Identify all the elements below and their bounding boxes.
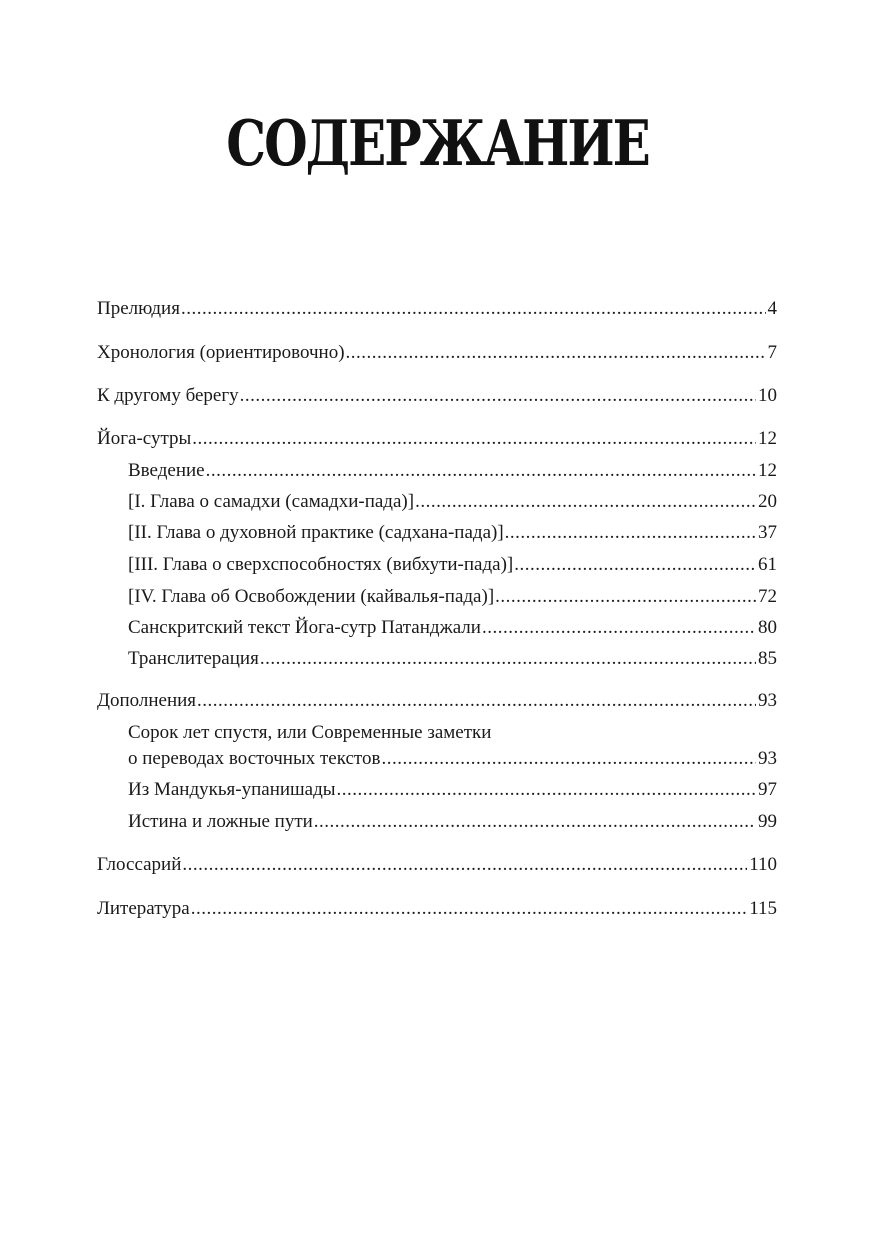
toc-entry-mandukya[interactable] bbox=[128, 776, 777, 804]
toc-entry-title: Хронология (ориентировочно) bbox=[97, 342, 345, 363]
toc-entry-title: К другому берегу bbox=[97, 385, 239, 406]
toc-entry-title: [II. Глава о духовной практике (садхана-пада)] bbox=[128, 522, 504, 543]
toc-dot-leader bbox=[505, 519, 756, 547]
toc-dot-leader bbox=[197, 687, 756, 715]
toc-entry-title: Дополнения bbox=[97, 690, 197, 711]
toc-entry-title: Йога-сутры bbox=[97, 428, 192, 449]
page-title: СОДЕРЖАНИЕ bbox=[226, 106, 649, 180]
toc-entry-literature[interactable] bbox=[97, 895, 777, 923]
toc-dot-leader bbox=[314, 808, 756, 836]
toc-entry-page: 115 bbox=[749, 898, 777, 919]
toc-entry-page: 10 bbox=[758, 385, 777, 406]
toc-entry-title: Истина и ложные пути bbox=[128, 811, 313, 832]
toc-entry-title: Литература bbox=[97, 898, 190, 919]
toc-entry-forty-years[interactable] bbox=[128, 745, 777, 773]
toc-entry-page: 80 bbox=[758, 617, 777, 638]
toc-entry-title: Из Мандукья-упанишады bbox=[128, 779, 336, 800]
toc-entry-page: 110 bbox=[749, 854, 777, 875]
toc-dot-leader bbox=[260, 645, 756, 673]
toc-entry-title: Санскритский текст Йога-сутр Патанджали bbox=[128, 617, 481, 638]
toc-entry-title: [III. Глава о сверхспособностях (вибхути-пада)] bbox=[128, 554, 514, 575]
toc-dot-leader bbox=[182, 851, 747, 879]
toc-entry-sanskrit-text[interactable] bbox=[128, 614, 777, 642]
toc-entry-page: 93 bbox=[758, 748, 777, 769]
toc-entry-page: 72 bbox=[758, 586, 777, 607]
toc-entry-page: 12 bbox=[758, 460, 777, 481]
toc-entry-title: Глоссарий bbox=[97, 854, 182, 875]
toc-entry-prelude[interactable] bbox=[97, 295, 777, 323]
toc-dot-leader bbox=[381, 745, 756, 773]
toc-entry-page: 97 bbox=[758, 779, 777, 800]
toc-entry-chapter-3[interactable] bbox=[128, 551, 777, 579]
toc-dot-leader bbox=[181, 295, 766, 323]
toc-entry-forty-years-line1[interactable]: Сорок лет спустя, или Современные заметки bbox=[128, 722, 492, 743]
toc-entry-page: 7 bbox=[767, 342, 777, 363]
toc-entry-title: [IV. Глава об Освобождении (кайвалья-пада)] bbox=[128, 586, 495, 607]
toc-entry-page: 85 bbox=[758, 648, 777, 669]
toc-dot-leader bbox=[415, 488, 756, 516]
toc-entry-page: 61 bbox=[758, 554, 777, 575]
toc-entry-chapter-2[interactable] bbox=[128, 519, 777, 547]
toc-entry-page: 93 bbox=[758, 690, 777, 711]
toc-entry-yoga-sutras[interactable] bbox=[97, 425, 777, 453]
toc-dot-leader bbox=[240, 382, 756, 410]
toc-entry-transliteration[interactable] bbox=[128, 645, 777, 673]
toc-entry-title: о переводах восточных текстов bbox=[128, 748, 381, 769]
toc-entry-appendices[interactable] bbox=[97, 687, 777, 715]
toc-dot-leader bbox=[495, 583, 756, 611]
toc-entry-chronology[interactable] bbox=[97, 339, 777, 367]
toc-entry-truth[interactable] bbox=[128, 808, 777, 836]
toc-entry-page: 20 bbox=[758, 491, 777, 512]
toc-dot-leader bbox=[191, 895, 747, 923]
toc-entry-glossary[interactable] bbox=[97, 851, 777, 879]
toc-entry-page: 37 bbox=[758, 522, 777, 543]
toc-entry-introduction[interactable] bbox=[128, 457, 777, 485]
toc-dot-leader bbox=[482, 614, 756, 642]
toc-dot-leader bbox=[337, 776, 756, 804]
toc-entry-page: 12 bbox=[758, 428, 777, 449]
toc-dot-leader bbox=[206, 457, 756, 485]
toc-entry-title: Введение bbox=[128, 460, 205, 481]
toc-dot-leader bbox=[514, 551, 756, 579]
toc-entry-page: 4 bbox=[767, 298, 777, 319]
toc-entry-title: Прелюдия bbox=[97, 298, 180, 319]
toc-entry-chapter-1[interactable] bbox=[128, 488, 777, 516]
toc-entry-title: Транслитерация bbox=[128, 648, 259, 669]
toc-entry-other-shore[interactable] bbox=[97, 382, 777, 410]
toc-entry-title: [I. Глава о самадхи (самадхи-пада)] bbox=[128, 491, 415, 512]
toc-dot-leader bbox=[192, 425, 756, 453]
toc-entry-page: 99 bbox=[758, 811, 777, 832]
toc-entry-chapter-4[interactable] bbox=[128, 583, 777, 611]
toc-dot-leader bbox=[346, 339, 766, 367]
